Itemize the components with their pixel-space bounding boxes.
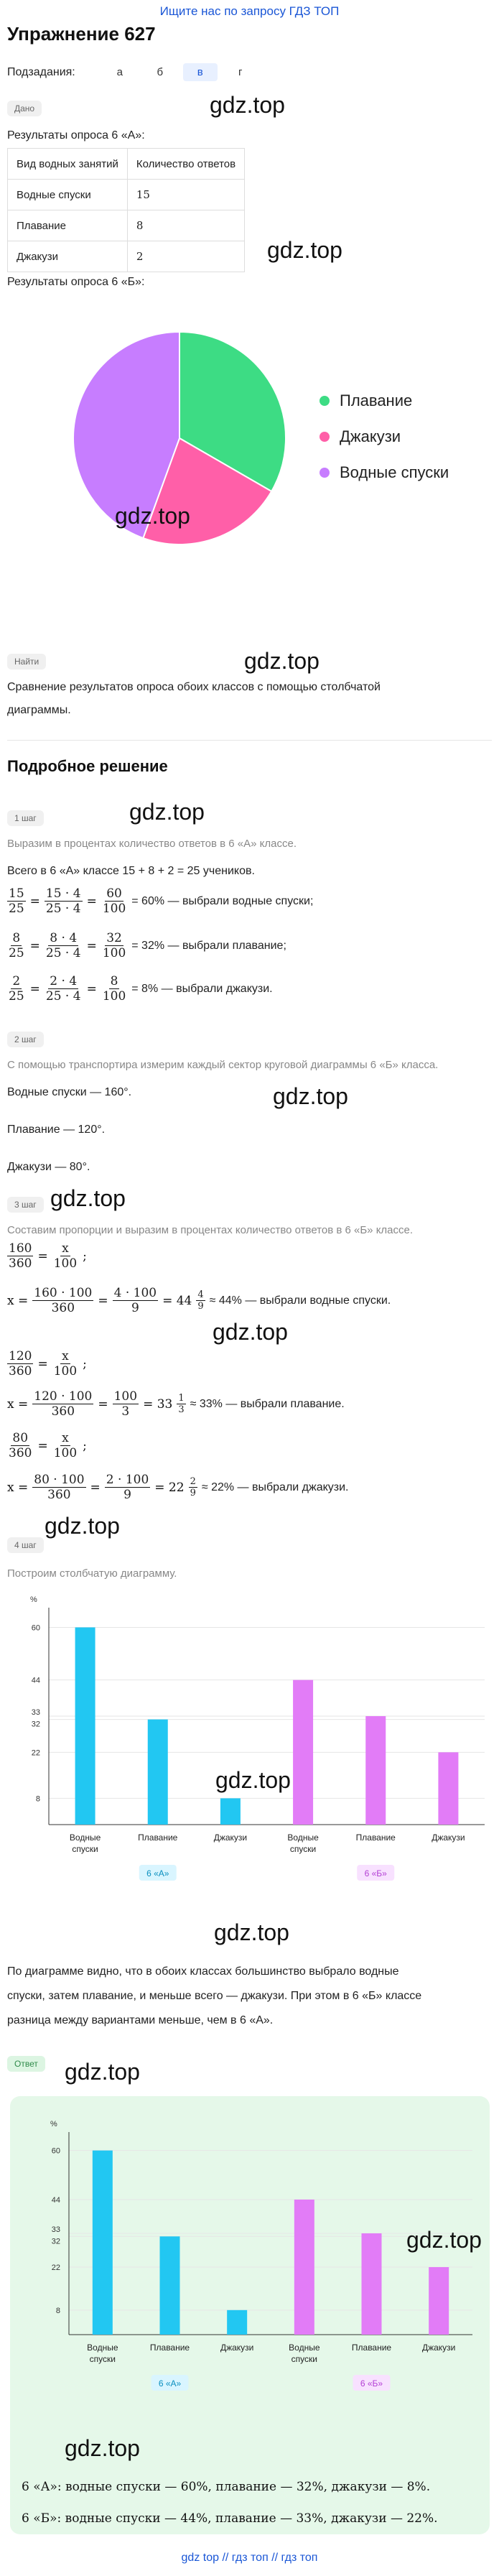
conclusion-text: По диаграмме видно, что в обоих классах большинство выбрало водные <box>7 1965 399 1978</box>
step1-pill: 1 шаг <box>7 810 44 826</box>
x-tick-label: Водные <box>289 2343 320 2353</box>
search-hint-banner[interactable]: Ищите нас по запросу ГДЗ ТОП <box>159 4 340 18</box>
fraction: $\frac{4}{9}$ <box>197 1289 204 1312</box>
answer-b: 6 «Б»: водные спуски — 44%, плавание — 33%, джакузи — 22%. <box>22 2511 438 2526</box>
tab-g[interactable]: г <box>238 66 243 78</box>
step4-intro: Построим столбчатую диаграмму. <box>7 1567 177 1580</box>
proportion-1: $\frac{160}{360}$ = $\frac{x}{100}$ ; <box>9 1241 87 1271</box>
fraction: $\frac{2}{25}$ <box>9 974 24 1004</box>
y-tick-label: 44 <box>51 2196 60 2205</box>
y-tick-label: 33 <box>51 2225 60 2234</box>
fraction: $\frac{120}{360}$ <box>9 1349 32 1379</box>
table-cell: Плавание <box>8 210 128 241</box>
answer-pill: Ответ <box>7 2056 45 2072</box>
y-axis-label: % <box>30 1595 37 1604</box>
fraction: $\frac{160}{360}$ <box>9 1241 32 1271</box>
fraction: $\frac{160 \cdot 100}{360}$ <box>34 1286 93 1316</box>
step-text: ≈ 33% — выбрали плавание. <box>190 1397 345 1410</box>
y-tick-label: 60 <box>31 1623 40 1633</box>
bar <box>93 2151 113 2335</box>
watermark: gdz.top <box>406 2227 482 2253</box>
group-label: 6 «А» <box>146 1868 169 1878</box>
x-tick-label: Водные <box>69 1833 101 1843</box>
fraction: $\frac{60}{100}$ <box>102 886 126 917</box>
group-label: 6 «Б» <box>364 1868 387 1878</box>
legend-label: Джакузи <box>340 427 401 445</box>
subtasks-row <box>7 63 264 81</box>
watermark: gdz.top <box>244 648 320 674</box>
step2-line: Плавание — 120°. <box>7 1123 106 1136</box>
bar <box>227 2310 247 2335</box>
fraction: $\frac{4 \cdot 100}{9}$ <box>113 1286 157 1316</box>
y-tick-label: 22 <box>31 1748 40 1758</box>
table-row <box>8 210 245 241</box>
solution-3: x = $\frac{80 \cdot 100}{360}$ = $\frac{2 \cdot 100}{9}$ = 22 $\frac{2}{9}$ ≈ 22% — выбрали джакузи. <box>7 1473 349 1503</box>
y-tick-label: 44 <box>31 1676 40 1685</box>
table-header: Количество ответов <box>127 149 244 180</box>
bar <box>160 2236 180 2335</box>
table-header: Вид водных занятий <box>8 149 128 180</box>
solution-title: Подробное решение <box>7 757 168 775</box>
fraction: $\frac{8}{25}$ <box>9 931 24 961</box>
watermark: gdz.top <box>65 2059 140 2085</box>
step1-line-2: $\frac{8}{25}$ = $\frac{8 \cdot 4}{25 \cdot 4}$ = $\frac{32}{100}$ = 32% — выбрали плавание; <box>9 931 286 961</box>
watermark: gdz.top <box>273 1083 348 1109</box>
watermark: gdz.top <box>214 1919 289 1945</box>
bar <box>429 2267 449 2335</box>
step-text: = 60% — выбрали водные спуски; <box>131 894 314 907</box>
step2-line: Джакузи — 80°. <box>7 1161 90 1173</box>
fraction: $\frac{x}{100}$ <box>53 1349 78 1379</box>
x-tick-label: Джакузи <box>213 1833 248 1843</box>
y-tick-label: 32 <box>31 1720 40 1729</box>
x-tick-label: спуски <box>289 1844 317 1854</box>
x-tick-label: спуски <box>72 1844 98 1854</box>
watermark: gdz.top <box>267 237 342 263</box>
table-row <box>8 180 245 210</box>
fraction: $\frac{15}{25}$ <box>9 886 24 917</box>
step3-intro: Составим пропорции и выразим в процентах количество ответов в 6 «Б» классе. <box>7 1224 414 1236</box>
legend-swatch <box>320 468 330 478</box>
footer-links[interactable]: gdz top // гдз топ // гдз топ <box>181 2552 318 2564</box>
watermark: gdz.top <box>215 1767 291 1793</box>
class-b-title: Результаты опроса 6 «Б»: <box>7 276 145 288</box>
legend-swatch <box>320 396 330 406</box>
step4-pill: 4 шаг <box>7 1537 44 1553</box>
tab-v[interactable]: в <box>183 63 218 81</box>
x-tick-label: Джакузи <box>220 2343 254 2353</box>
bar <box>365 1716 386 1825</box>
x-tick-label: Водные <box>287 1833 319 1843</box>
y-tick-label: 33 <box>31 1708 40 1717</box>
fraction: $\frac{8}{100}$ <box>102 974 126 1004</box>
group-label: 6 «А» <box>158 2378 182 2389</box>
legend-item <box>320 427 449 446</box>
step2-line: Водные спуски — 160°. <box>7 1086 132 1098</box>
fraction: $\frac{100}{3}$ <box>113 1389 138 1419</box>
group-label: 6 «Б» <box>360 2378 383 2389</box>
survey-table <box>7 148 245 272</box>
x-tick-label: Джакузи <box>432 1833 465 1843</box>
bar <box>75 1627 95 1825</box>
legend-label: Плавание <box>340 392 413 409</box>
fraction: $\frac{120 \cdot 100}{360}$ <box>34 1389 93 1419</box>
x-tick-label: Плавание <box>355 1833 396 1843</box>
fraction: $\frac{2 \cdot 100}{9}$ <box>106 1473 149 1503</box>
subtasks-label: Подзадания: <box>7 65 75 78</box>
proportion-2: $\frac{120}{360}$ = $\frac{x}{100}$ ; <box>9 1349 87 1379</box>
y-tick-label: 22 <box>51 2264 60 2272</box>
solution-2: x = $\frac{120 \cdot 100}{360}$ = $\frac{100}{3}$ = 33 $\frac{1}{3}$ ≈ 33% — выбрали плавание. <box>7 1389 345 1419</box>
watermark: gdz.top <box>65 2435 140 2461</box>
fraction: $\frac{32}{100}$ <box>102 931 126 961</box>
watermark: gdz.top <box>213 1319 288 1345</box>
step-text: ≈ 44% — выбрали водные спуски. <box>209 1294 391 1307</box>
step-text: = 32% — выбрали плавание; <box>131 939 286 952</box>
y-tick-label: 8 <box>35 1794 40 1804</box>
step-text: = 8% — выбрали джакузи. <box>131 982 273 995</box>
watermark: gdz.top <box>210 92 285 118</box>
table-cell: 8 <box>127 210 244 241</box>
table-cell: 2 <box>127 241 244 272</box>
step2-pill: 2 шаг <box>7 1032 44 1047</box>
fraction: $\frac{8 \cdot 4}{25 \cdot 4}$ <box>45 931 81 961</box>
fraction: $\frac{80}{360}$ <box>9 1431 32 1461</box>
x-tick-label: Водные <box>87 2343 118 2353</box>
fraction: $\frac{2 \cdot 4}{25 \cdot 4}$ <box>45 974 81 1004</box>
legend-swatch <box>320 432 330 442</box>
find-pill: Найти <box>7 654 46 670</box>
y-tick-label: 60 <box>51 2146 60 2156</box>
step2-intro: С помощью транспортира измерим каждый сектор круговой диаграммы 6 «Б» класса. <box>7 1059 439 1071</box>
table-cell: Джакузи <box>8 241 128 272</box>
table-cell: Водные спуски <box>8 180 128 210</box>
y-tick-label: 32 <box>51 2237 60 2246</box>
conclusion-text: спуски, затем плавание, и меньше всего — джакузи. При этом в 6 «Б» классе <box>7 1990 422 2002</box>
fraction: $\frac{80 \cdot 100}{360}$ <box>34 1473 85 1503</box>
step1-line-3: $\frac{2}{25}$ = $\frac{2 \cdot 4}{25 \cdot 4}$ = $\frac{8}{100}$ = 8% — выбрали джакузи. <box>9 974 273 1004</box>
x-tick-label: Джакузи <box>421 2343 456 2353</box>
x-tick-label: спуски <box>291 2354 317 2364</box>
answer-a: 6 «А»: водные спуски — 60%, плавание — 32%, джакузи — 8%. <box>22 2480 431 2494</box>
conclusion-text: разница между вариантами меньше, чем в 6 «А». <box>7 2014 274 2026</box>
x-tick-label: Плавание <box>138 1833 178 1843</box>
step3-pill: 3 шаг <box>7 1197 44 1213</box>
x-tick-label: Плавание <box>351 2343 392 2353</box>
page-title: Упражнение 627 <box>7 23 156 45</box>
find-text: Сравнение результатов опроса обоих классов с помощью столбчатой <box>7 681 381 693</box>
fraction: $\frac{15 \cdot 4}{25 \cdot 4}$ <box>45 886 81 917</box>
fraction: $\frac{1}{3}$ <box>178 1392 185 1416</box>
step1-intro: Выразим в процентах количество ответов в 6 «А» классе. <box>7 838 297 850</box>
legend-item <box>320 392 449 410</box>
bar-chart-answer <box>27 2112 480 2414</box>
bar <box>220 1798 241 1825</box>
bar <box>148 1720 168 1825</box>
fraction: $\frac{2}{9}$ <box>190 1475 196 1499</box>
proportion-3: $\frac{80}{360}$ = $\frac{x}{100}$ ; <box>9 1431 87 1461</box>
step1-line-1: $\frac{15}{25}$ = $\frac{15 \cdot 4}{25 \cdot 4}$ = $\frac{60}{100}$ = 60% — выбрали водные спуски; <box>9 886 314 917</box>
fraction: $\frac{x}{100}$ <box>53 1241 78 1271</box>
table-header-row <box>8 149 245 180</box>
bar-chart-step4 <box>7 1588 492 1904</box>
step-text: ≈ 22% — выбрали джакузи. <box>201 1481 349 1493</box>
given-pill: Дано <box>7 101 42 116</box>
watermark: gdz.top <box>50 1185 126 1211</box>
legend-label: Водные спуски <box>340 463 449 481</box>
y-axis-label: % <box>50 2120 57 2128</box>
divider <box>7 740 492 741</box>
solution-1: x = $\frac{160 \cdot 100}{360}$ = $\frac{4 \cdot 100}{9}$ = 44 $\frac{4}{9}$ ≈ 44% — выбрали водные спуски. <box>7 1286 391 1316</box>
legend-item <box>320 463 449 482</box>
watermark: gdz.top <box>115 503 190 529</box>
x-tick-label: спуски <box>89 2354 116 2364</box>
tab-a[interactable]: а <box>116 66 123 78</box>
bar <box>362 2233 382 2335</box>
bar <box>438 1752 458 1825</box>
bar <box>293 1680 313 1825</box>
bar <box>294 2200 314 2335</box>
step1-total: Всего в 6 «А» классе 15 + 8 + 2 = 25 учеников. <box>7 865 255 877</box>
table-row <box>8 241 245 272</box>
x-tick-label: Плавание <box>149 2343 190 2353</box>
watermark: gdz.top <box>129 799 205 825</box>
table-cell: 15 <box>127 180 244 210</box>
tab-b[interactable]: б <box>157 66 164 78</box>
watermark: gdz.top <box>45 1513 120 1539</box>
pie-legend <box>320 392 449 482</box>
class-a-title: Результаты опроса 6 «А»: <box>7 129 145 142</box>
fraction: $\frac{x}{100}$ <box>53 1431 78 1461</box>
y-tick-label: 8 <box>55 2306 60 2315</box>
find-text: диаграммы. <box>7 704 71 716</box>
